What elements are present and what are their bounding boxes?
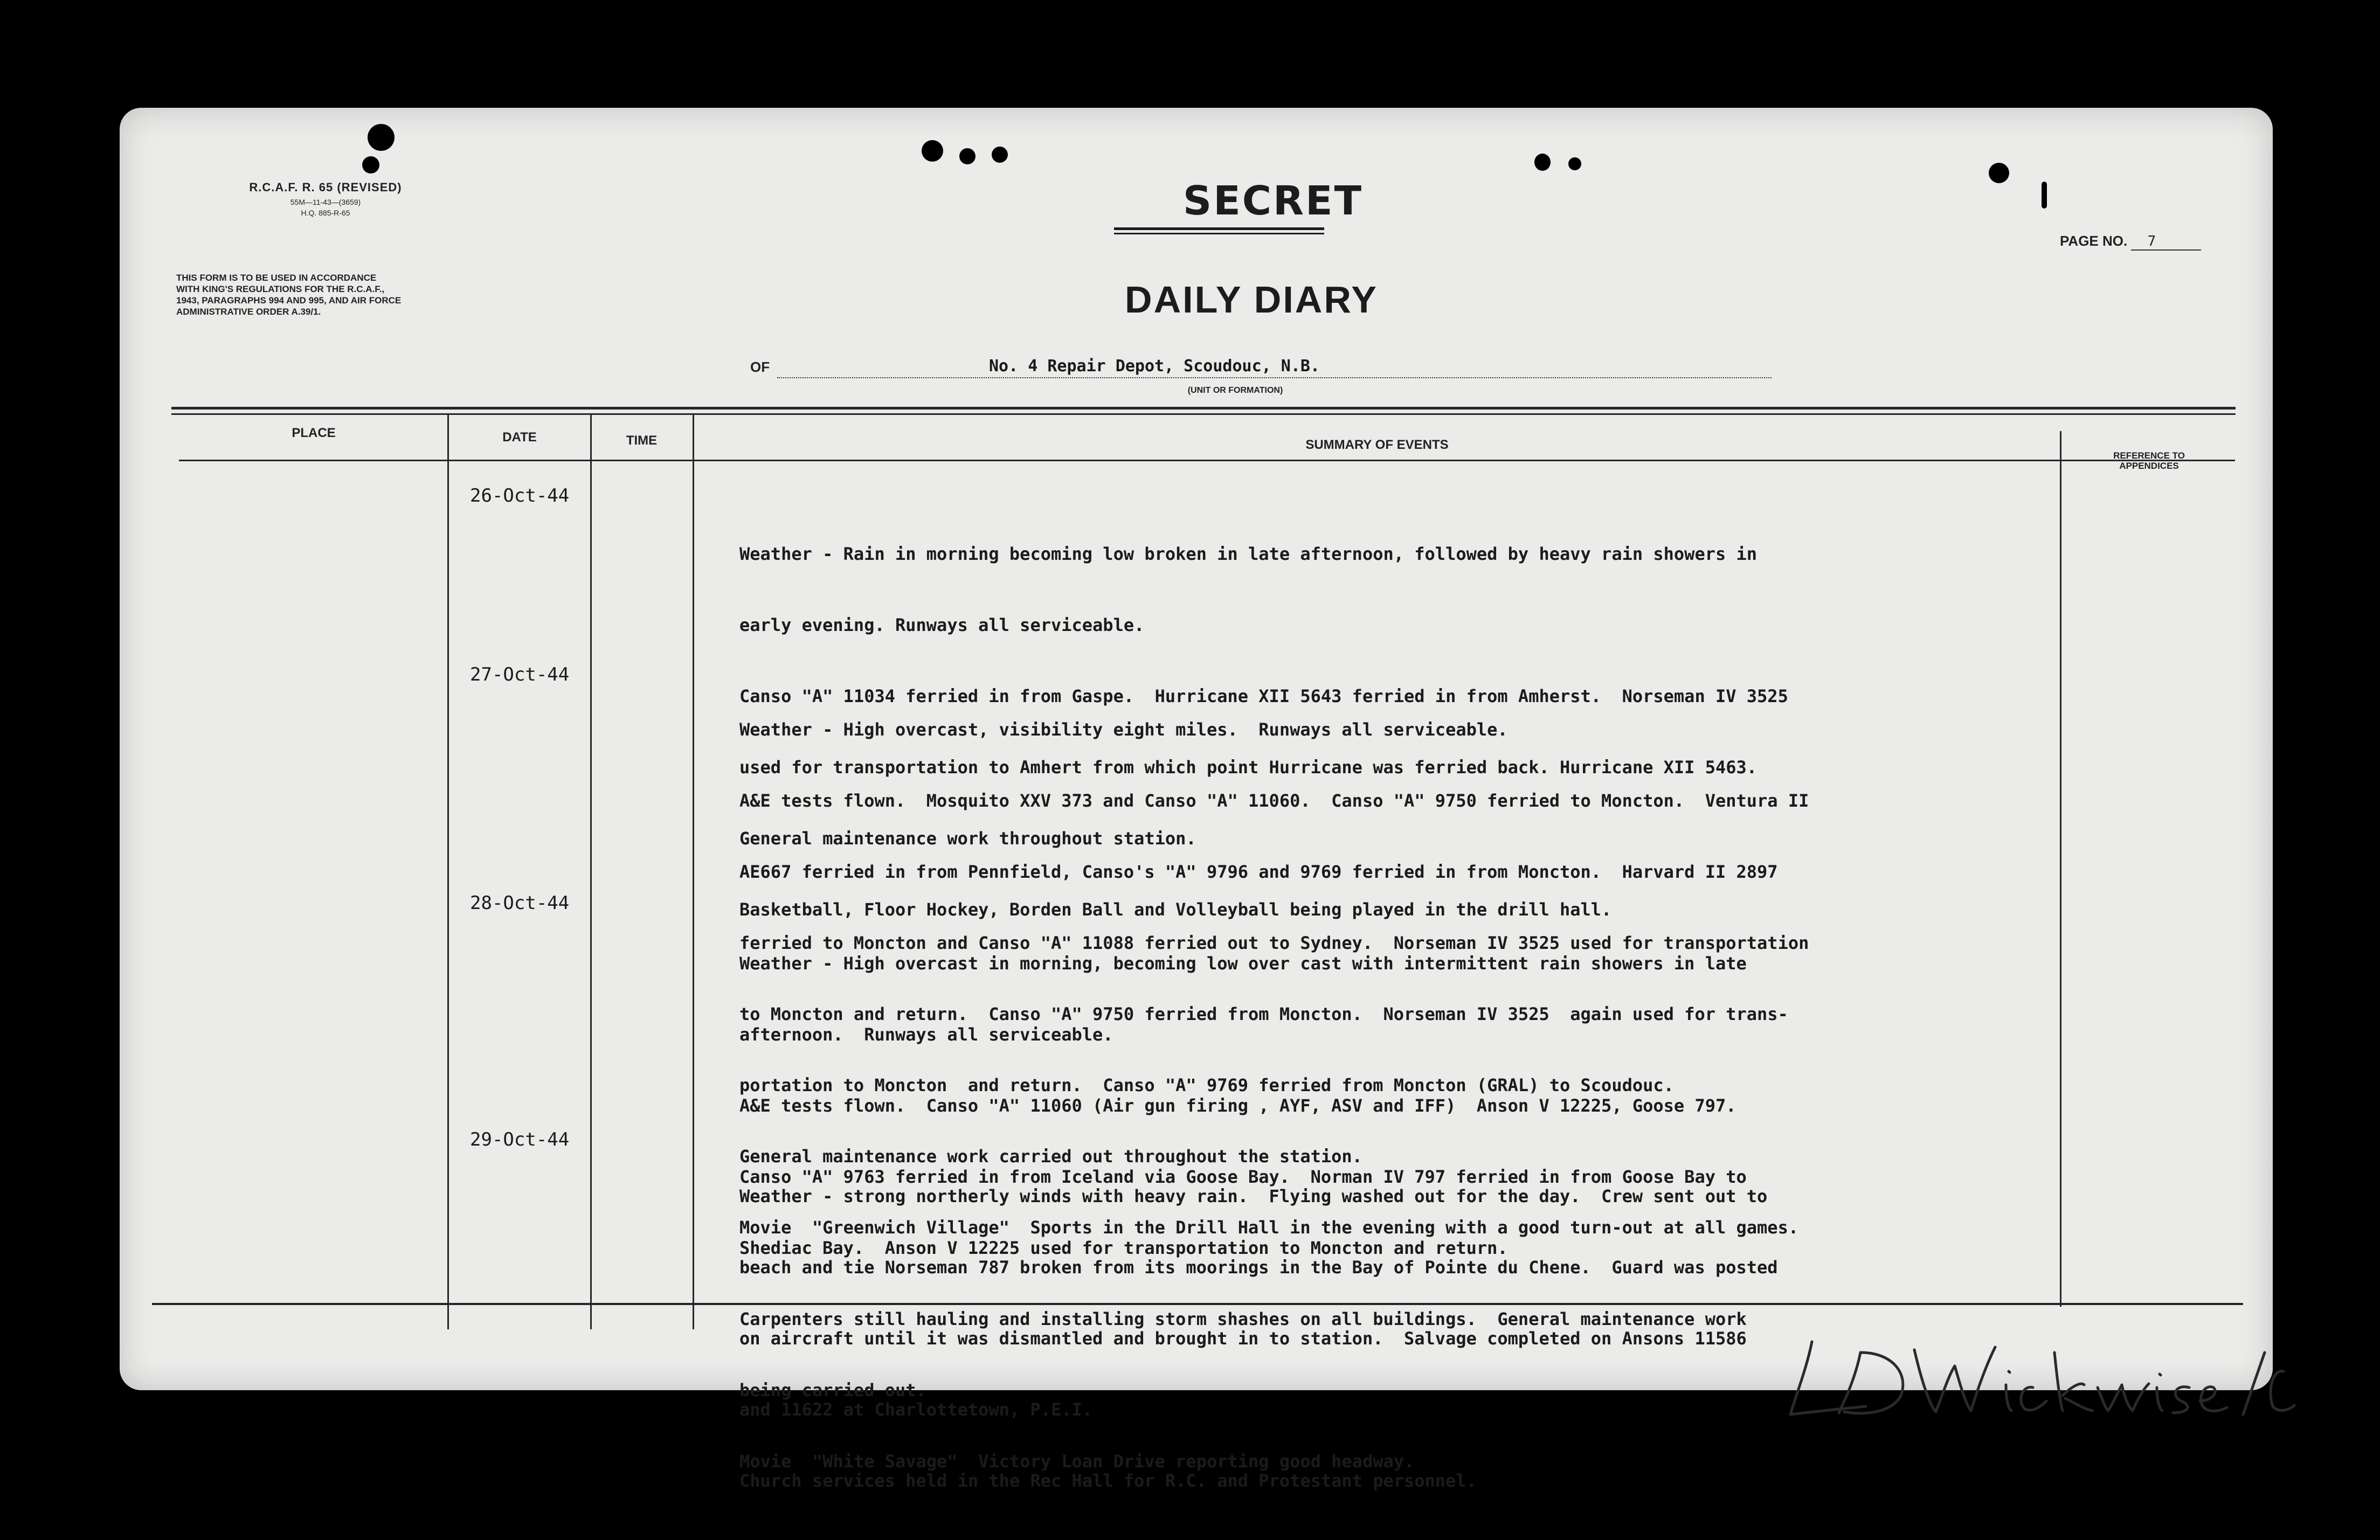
summary-line: Weather - strong northerly winds with heavy rain. Flying washed out for the day. Crew sent out to [739, 1186, 1768, 1206]
column-divider [693, 413, 694, 1329]
form-note-line: THIS FORM IS TO BE USED IN ACCORDANCE [176, 273, 377, 283]
summary-line: A&E tests flown. Canso "A" 11060 (Air gun firing , AYF, ASV and IFF) Anson V 12225, Goose 797. [739, 1095, 1736, 1116]
punch-hole [1568, 157, 1581, 170]
form-note-line: WITH KING'S REGULATIONS FOR THE R.C.A.F., [176, 284, 385, 294]
summary-line: A&E tests flown. Mosquito XXV 373 and Canso "A" 11060. Canso "A" 9750 ferried to Moncton. Ventura II [739, 790, 1809, 811]
summary-line: being carried out. [739, 1380, 926, 1400]
page-number-label: PAGE NO. [2060, 233, 2128, 249]
reference-header-line: REFERENCE TO [2113, 450, 2185, 461]
summary-line: General maintenance work throughout station. [739, 828, 1196, 849]
table-top-rule [171, 413, 2236, 415]
summary-line: Weather - High overcast in morning, becoming low over cast with intermittent rain showers in late [739, 953, 1747, 974]
unit-label: OF [750, 359, 770, 375]
unit-caption: (UNIT OR FORMATION) [1187, 386, 1283, 395]
diary-page [120, 108, 2273, 1491]
form-id-line: H.Q. 885-R-65 [301, 209, 350, 217]
column-divider [590, 413, 592, 1329]
summary-line: Church services held in the Rec Hall for R.C. and Protestant personnel. [739, 1470, 1477, 1491]
summary-line: Carpenters still hauling and installing storm shashes on all buildings. General maintenance work [739, 1309, 1747, 1329]
classification-underline [1114, 227, 1324, 230]
punch-hole [959, 148, 975, 164]
page-title: DAILY DIARY [1125, 279, 1378, 321]
summary-line: to Moncton and return. Canso "A" 9750 ferried from Moncton. Norseman IV 3525 again used for trans- [739, 1004, 1788, 1024]
entry-date: 27-Oct-44 [470, 664, 570, 685]
punch-hole [368, 124, 395, 151]
form-id-line: 55M—11-43—(3659) [290, 198, 361, 206]
punch-hole [1989, 163, 2009, 183]
summary-line: Basketball, Floor Hockey, Borden Ball and Volleyball being played in the drill hall. [739, 899, 1612, 920]
form-note-line: 1943, PARAGRAPHS 994 AND 995, AND AIR FORCE [176, 295, 402, 306]
form-usage-note [176, 272, 456, 317]
summary-line: Shediac Bay. Anson V 12225 used for transportation to Moncton and return. [739, 1238, 1508, 1258]
summary-line: used for transportation to Amhert from which point Hurricane was ferried back. Hurricane XII 5463. [739, 757, 1758, 778]
reference-header-line: APPENDICES [2119, 461, 2179, 471]
summary-line: Canso "A" 9763 ferried in from Iceland via Goose Bay. Norman IV 797 ferried in from Goose Bay to [739, 1167, 1747, 1187]
summary-line: on aircraft until it was dismantled and brought in to station. Salvage completed on Ansons 11586 [739, 1328, 1747, 1349]
classification-stamp: SECRET [1182, 178, 1364, 224]
summary-line: AE667 ferried in from Pennfield, Canso's "A" 9796 and 9769 ferried in from Moncton. Harvard II 2897 [739, 862, 1778, 882]
form-id-line: R.C.A.F. R. 65 (REVISED) [249, 181, 402, 194]
punch-hole [992, 147, 1008, 163]
summary-line: Weather - High overcast, visibility eight miles. Runways all serviceable. [739, 719, 1508, 740]
summary-line: Weather - Rain in morning becoming low broken in late afternoon, followed by heavy rain showers in [739, 544, 1758, 564]
page-number-value: 7 [2131, 233, 2201, 251]
entry-date: 28-Oct-44 [470, 892, 570, 914]
signature [1780, 1320, 2297, 1428]
table-top-rule [171, 407, 2236, 410]
form-note-line: ADMINISTRATIVE ORDER A.39/1. [176, 307, 321, 317]
punch-hole [1534, 154, 1551, 171]
summary-line: ferried to Moncton and Canso "A" 11088 ferried out to Sydney. Norseman IV 3525 used for transportation [739, 933, 1809, 953]
column-header-place: PLACE [292, 426, 336, 440]
column-header-summary: SUMMARY OF EVENTS [1305, 438, 1449, 452]
table-header-rule [179, 460, 2235, 461]
punch-hole [362, 156, 379, 174]
signature-scribble-icon [1780, 1320, 2297, 1428]
summary-line: and 11622 at Charlottetown, P.E.I. [739, 1399, 1093, 1420]
unit-dotted-line [777, 377, 1772, 378]
page-number-field [2060, 233, 2201, 251]
entry-date: 29-Oct-44 [470, 1129, 570, 1150]
summary-line: Movie "Greenwich Village" Sports in the Drill Hall in the evening with a good turn-out at all games. [739, 1217, 1799, 1238]
summary-line: portation to Moncton and return. Canso "A" 9769 ferried from Moncton (GRAL) to Scoudouc. [739, 1075, 1674, 1095]
summary-line: Movie "White Savage" Victory Loan Drive reporting good headway. [739, 1451, 1415, 1472]
punch-hole [922, 140, 943, 162]
column-header-reference [2061, 450, 2237, 471]
unit-value: No. 4 Repair Depot, Scoudouc, N.B. [988, 357, 1320, 376]
summary-line: early evening. Runways all serviceable. [739, 615, 1145, 635]
summary-line: beach and tie Norseman 787 broken from its moorings in the Bay of Pointe du Chene. Guard was posted [739, 1257, 1778, 1278]
summary-line: General maintenance work carried out throughout the station. [739, 1146, 1362, 1167]
column-header-date: DATE [502, 430, 537, 445]
entry-date: 26-Oct-44 [470, 485, 570, 507]
punch-hole [2042, 182, 2047, 209]
summary-line: Canso "A" 11034 ferried in from Gaspe. Hurricane XII 5643 ferried in from Amherst. Norseman IV 3525 [739, 686, 1788, 706]
summary-line: afternoon. Runways all serviceable. [739, 1024, 1113, 1045]
form-identifier [191, 181, 460, 217]
column-header-time: TIME [626, 433, 658, 448]
column-divider [447, 413, 449, 1329]
classification-underline [1114, 233, 1324, 234]
